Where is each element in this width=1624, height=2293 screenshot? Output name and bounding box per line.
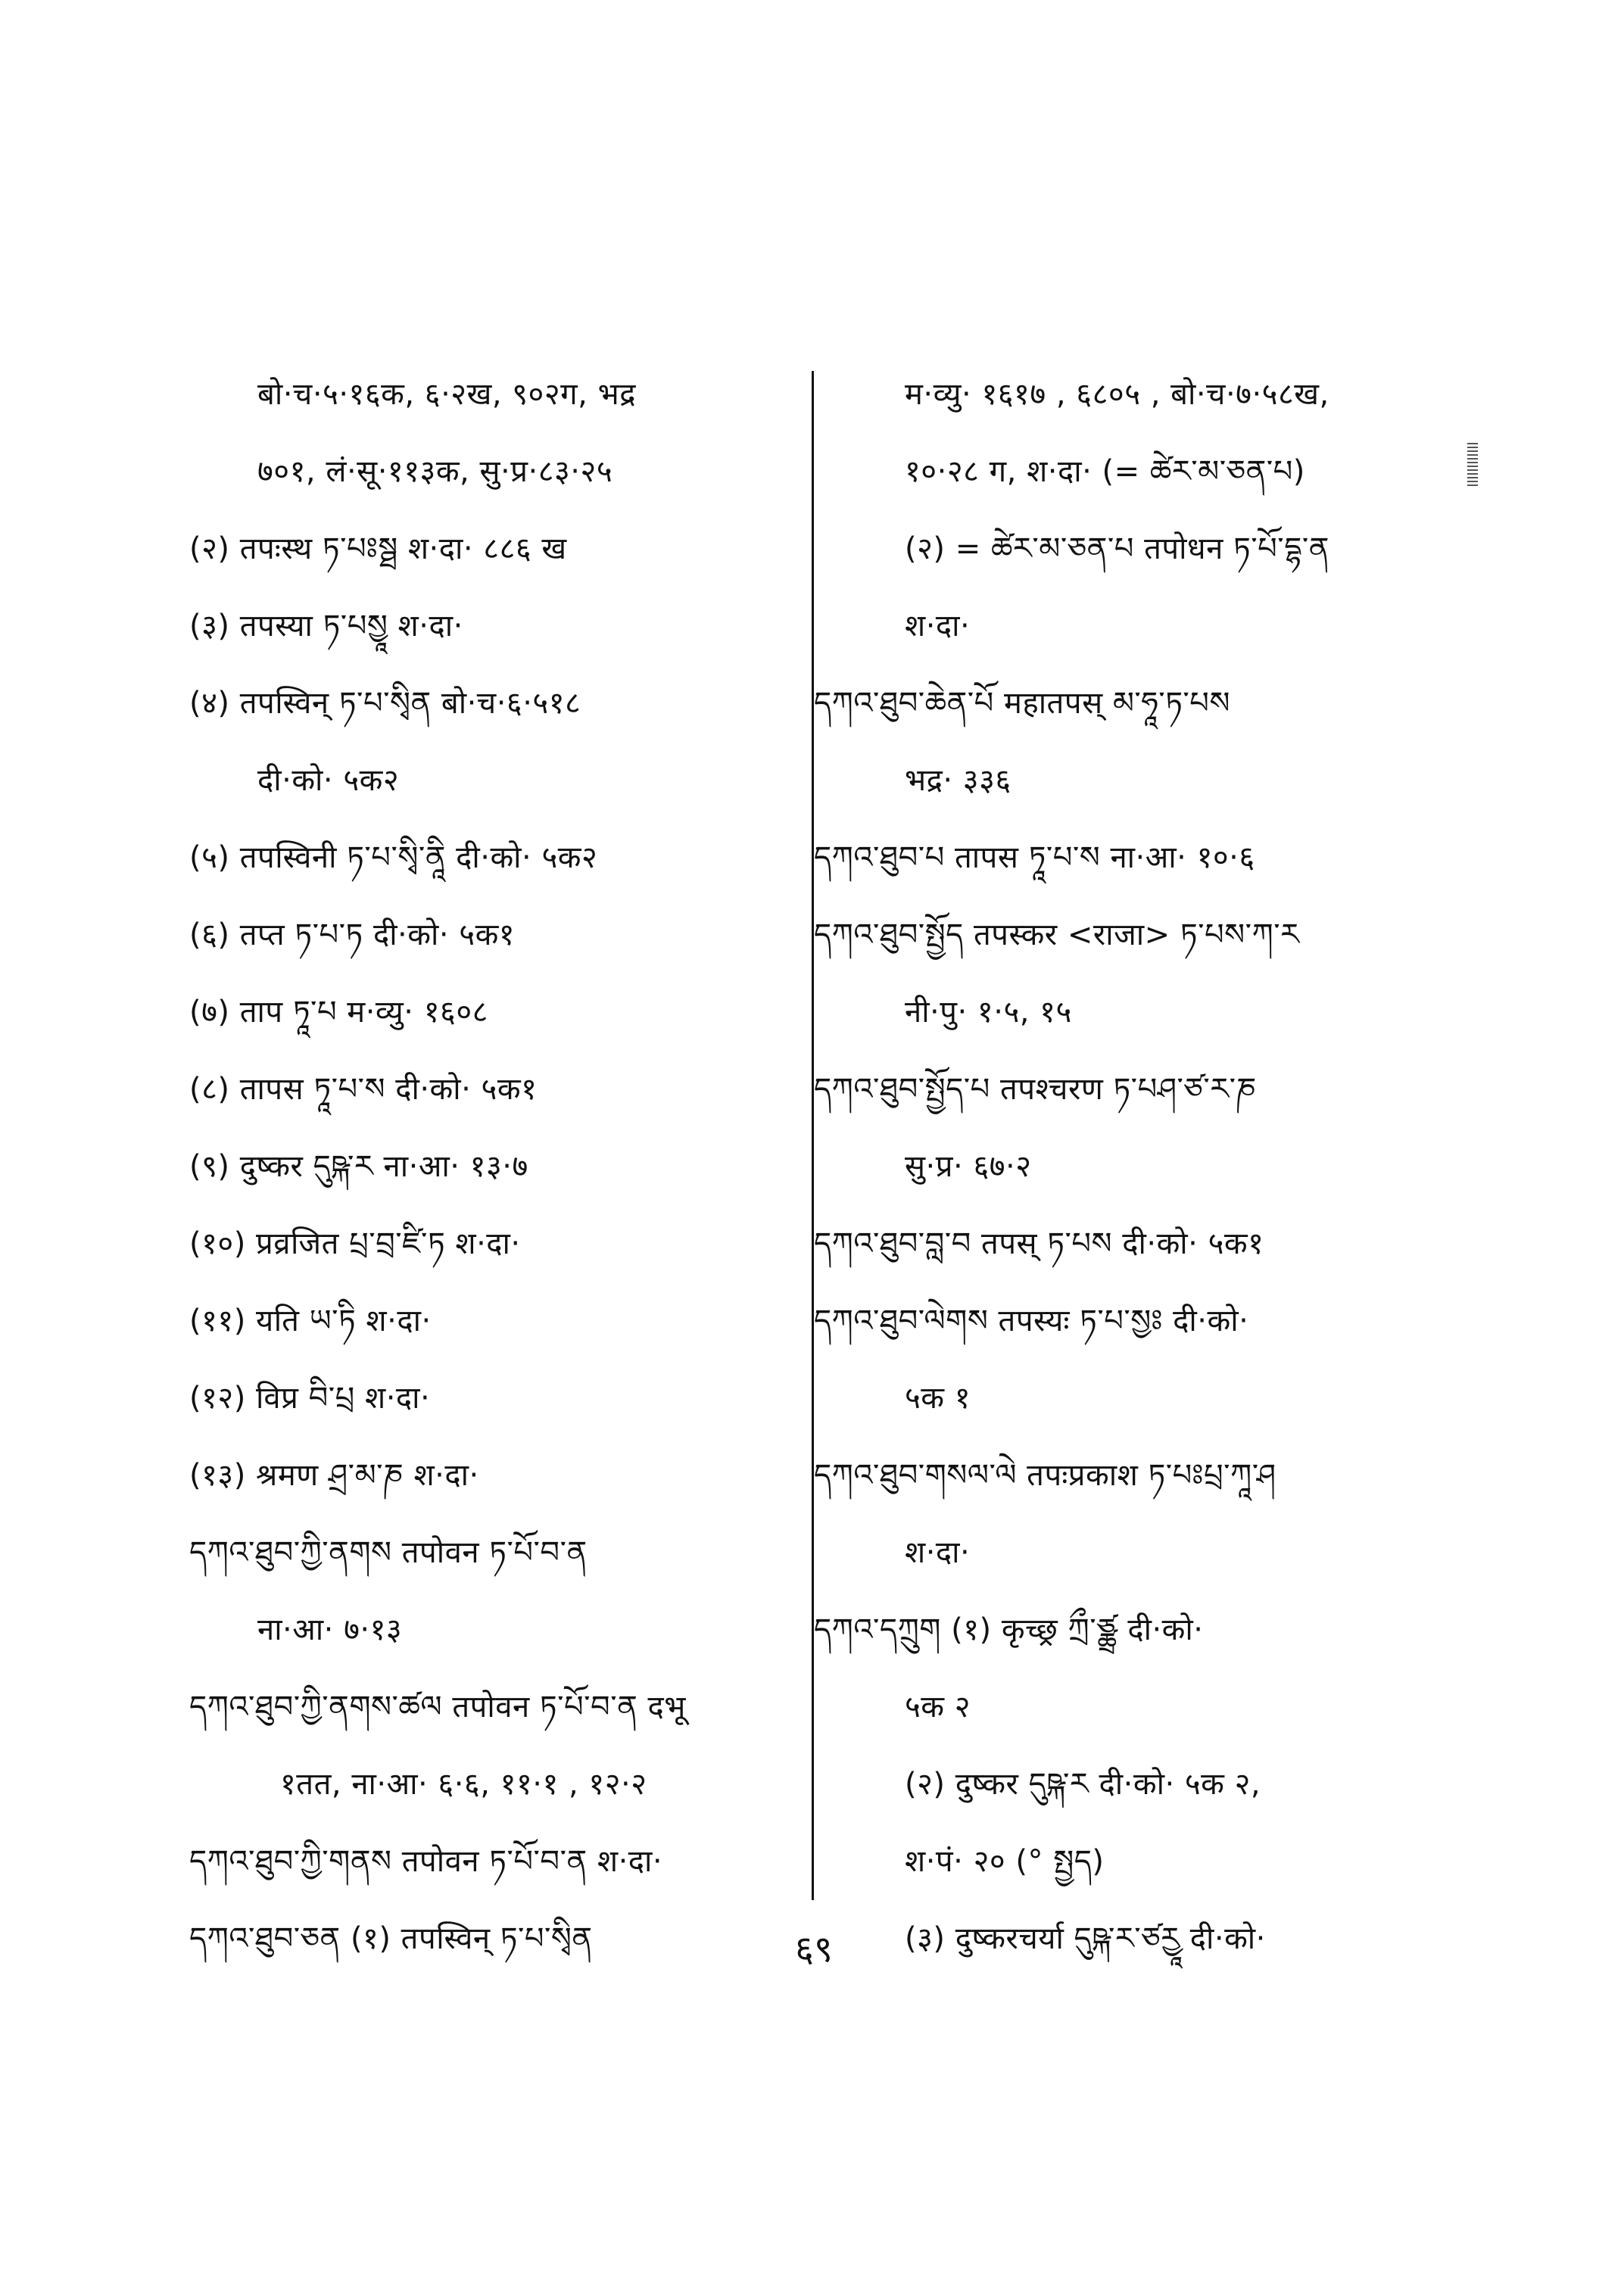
entry-line: (६) तप्त ཏ་པ་ཏ दी·को· ५क१ (189, 918, 516, 952)
entry-line: དཀའ་ཐུབ་ཅན (१) तपस्विन् ཏ་པ་སྭིན (189, 1921, 593, 1956)
entry-line: (२) = ཚེར་མ་ཅན་པ तपोधन ཏ་པོ་དྷ་ན (905, 531, 1329, 566)
entry-line: बो·च·५·१६क, ६·२ख, ९०२ग, भद्र (257, 377, 636, 412)
entry-line: भद्र· ३३६ (905, 763, 1011, 798)
entry-line: ५क २ (905, 1690, 971, 1724)
entry-line: དཀའ་ཐུབ་ཆེན་པོ महातपस् མ་ཧཱ་ཏ་པས (814, 686, 1230, 721)
entry-line: (३) दुष्करचर्या དུཥྐ་ར་ཙརྱཱ दी·को· (905, 1921, 1266, 1956)
entry-line: दी·को· ५क२ (257, 763, 400, 798)
entry-line: (१२) विप्र བི་པྲ श·दा· (189, 1381, 431, 1416)
entry-line: (२) दुष्कर དུཥྐ་ར दी·को· ५क २, (905, 1767, 1261, 1802)
entry-line: དཀའ་དཀྲུག (१) कृच्छ्र ཀྲྀ་ཙྪྲ दी·को· (814, 1612, 1204, 1647)
entry-line: म·व्यु· १६१७ , ६८०५ , बो·च·७·५८ख, (905, 377, 1329, 412)
entry-line: (४) तपस्विन् ཏ་པ་སྭིན बो·च·६·५१८ (189, 686, 581, 721)
entry-line: (१३) श्रमण ཤྲ་མ་ཎ श·दा· (189, 1458, 479, 1493)
left-column (189, 356, 818, 1977)
entry-line: དཀའ་ཐུབ་སྤྱོད་པ तपश्चरण ཏ་པཤ་ཙ་ར་ཎ (814, 1072, 1257, 1107)
entry-line: དཀའ་ཐུབ་གསལ་ལེ तपःप्रकाश ཏ་པཿཔྲ་ཀཱ་ཤ (814, 1458, 1276, 1493)
entry-line: དཀའ་ཐུབ་པ तापस ཏཱ་པ་ས ना·आ· १०·६ (814, 840, 1255, 875)
entry-line: (१०) प्रव्रजित པྲ་བྲ་ཛི་ཏ श·दा· (189, 1226, 521, 1261)
entry-line: श·पं· २० (° སྤྱད) (905, 1844, 1105, 1879)
entry-line: (५) तपस्विनी ཏ་པ་སྭི་ནཱི दी·को· ५क२ (189, 840, 598, 875)
entry-line: དཀའ་ཐུབ་ཀྱི་ནགས་ཚལ तपोवन ཏ་པོ་བ་ན दभू (189, 1690, 686, 1724)
entry-line: ५क १ (905, 1381, 971, 1416)
entry-line: नी·पु· १·५, १५ (905, 995, 1072, 1030)
margin-mark (1467, 443, 1478, 488)
right-column (814, 356, 1450, 1977)
entry-line: དཀའ་ཐུབ་བླ་བ तपस् ཏ་པས दी·को· ५क१ (814, 1226, 1264, 1261)
entry-line: १तत, ना·आ· ६·६, ११·१ , १२·२ (280, 1767, 647, 1802)
entry-line: (८) तापस ཏཱ་པ་ས दी·को· ५क१ (189, 1072, 538, 1107)
entry-line: དཀའ་ཐུབ་ཀྱི་ནགས तपोवन ཏ་པོ་བ་ན (189, 1535, 588, 1570)
entry-line: དཀའ་ཐུབ་ཀྱི་གནས तपोवन ཏ་པོ་བ་ན श·दा· (189, 1844, 663, 1879)
entry-line: (३) तपस्या ཏ་པསྱཱ श·दा· (189, 609, 463, 643)
entry-line: (९) दुष्कर དུཥྐ་ར ना·आ· १३·७ (189, 1149, 528, 1184)
entry-line: श·दा· (905, 1535, 971, 1570)
entry-line: དཀའ་ཐུབ་ལེགས तपस्यः ཏ་པ་སྱཿ दी·को· (814, 1304, 1249, 1338)
entry-line: (११) यति ཡ་ཏི श·दा· (189, 1304, 432, 1338)
entry-line: (७) ताप ཏཱ་པ म·व्यु· १६०८ (189, 995, 488, 1030)
entry-line: सु·प्र· ६७·२ (905, 1149, 1032, 1184)
entry-line: श·दा· (905, 609, 971, 643)
entry-line: ना·आ· ७·१३ (257, 1612, 403, 1647)
entry-line: (२) तपःस्थ ཏ་པཿསྠ श·दा· ८८६ ख (189, 531, 567, 566)
entry-line: དཀའ་ཐུབ་སྤྱོད तपस्कर <राजा> ཏ་པས་ཀ་ར (814, 918, 1300, 952)
entry-line: ७०१, लं·सू·११३क, सु·प्र·८३·२५ (257, 454, 613, 489)
entry-line: १०·२८ ग, श·दा· (= ཚེར་མ་ཅན་པ) (905, 454, 1305, 489)
page-number: ६९ (795, 1928, 833, 1971)
